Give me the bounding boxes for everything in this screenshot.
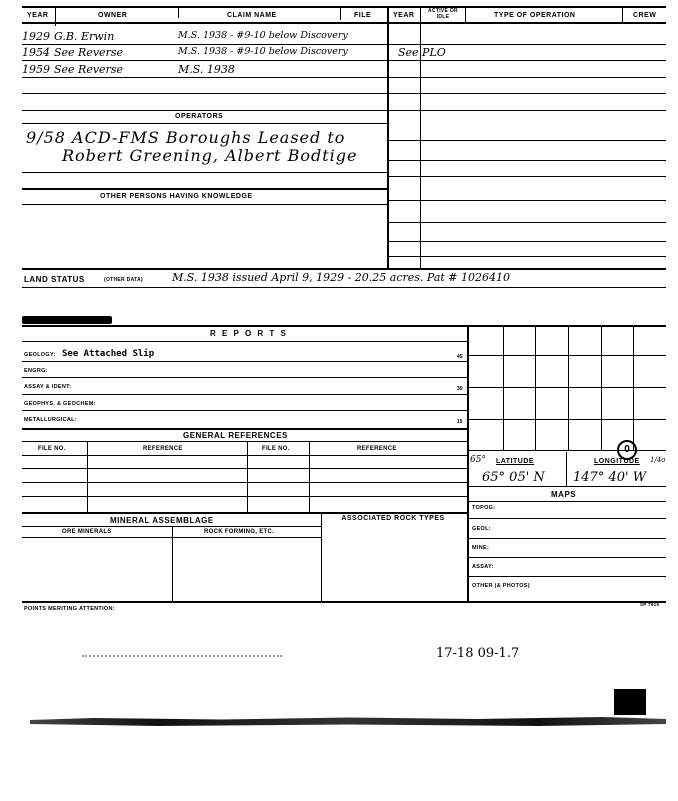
header-crew: CREW	[633, 12, 657, 19]
reports-title: R E P O R T S	[210, 329, 288, 338]
row3-claim: M.S. 1938	[178, 63, 235, 76]
reports-number-15: 15	[457, 419, 463, 425]
header-active-or-idle: ACTIVE OR IDLE	[428, 8, 458, 20]
latitude-value: 65° 05' N	[482, 470, 545, 485]
longitude-value: 147° 40' W	[573, 470, 647, 485]
gr-header-file-2: FILE NO.	[262, 446, 290, 452]
row1-owner: G.B. Erwin	[54, 30, 115, 43]
mineral-assemblage-title: MINERAL ASSEMBLAGE	[110, 516, 214, 525]
row3-owner: See Reverse	[54, 63, 123, 76]
metallurgical-label: METALLURGICAL:	[24, 417, 77, 423]
circle-mark-icon	[617, 440, 637, 460]
operators-line-2: Robert Greening, Albert Bodtige	[62, 146, 358, 165]
reports-number-30: 30	[457, 386, 463, 392]
land-status-sub: (OTHER DATA)	[104, 277, 143, 283]
row2-year: 1954	[22, 46, 50, 59]
faded-text-artifact	[82, 655, 282, 663]
general-references-title: GENERAL REFERENCES	[183, 431, 288, 440]
latitude-label: LATITUDE	[496, 458, 535, 465]
row2-owner: See Reverse	[54, 46, 123, 59]
row1-year: 1929	[22, 30, 50, 43]
row2-year-2: See PLO	[398, 46, 446, 59]
longitude-label: LONGITUDE	[594, 458, 640, 465]
handwritten-code: 17-18 09-1.7	[436, 646, 520, 661]
gr-header-ref-2: REFERENCE	[357, 446, 397, 452]
longitude-mark: 1/4o	[650, 456, 666, 464]
header-type-of-operation: TYPE OF OPERATION	[494, 12, 576, 19]
land-status-value: M.S. 1938 issued April 9, 1929 - 20.25 acres. Pat # 1026410	[172, 271, 510, 284]
row1-claim: M.S. 1938 - #9-10 below Discovery	[178, 30, 348, 41]
scan-smudge-band	[30, 716, 666, 726]
latitude-prefix: 65°	[470, 455, 486, 465]
header-year-2: YEAR	[393, 12, 415, 19]
others-title: OTHER PERSONS HAVING KNOWLEDGE	[100, 193, 253, 200]
associated-rock-types-header: ASSOCIATED ROCK TYPES	[341, 515, 445, 522]
row3-year: 1959	[22, 63, 50, 76]
maps-other: OTHER (& PHOTOS)	[472, 583, 530, 589]
black-square-marker	[614, 689, 646, 715]
header-year: YEAR	[27, 12, 49, 19]
operators-title: OPERATORS	[175, 113, 224, 120]
row2-claim: M.S. 1938 - #9-10 below Discovery	[178, 46, 348, 57]
header-claim-name: CLAIM NAME	[227, 12, 277, 19]
header-file: FILE	[354, 12, 372, 19]
geophys-label: GEOPHYS. & GEOCHEM:	[24, 401, 96, 407]
rock-forming-header: ROCK FORMING, ETC.	[204, 529, 275, 535]
points-meriting-attention-label: POINTS MERITING ATTENTION:	[24, 606, 115, 612]
assay-ident-label: ASSAY & IDENT:	[24, 384, 72, 390]
gr-header-ref-1: REFERENCE	[143, 446, 183, 452]
reports-number-45: 45	[457, 354, 463, 360]
land-status-label: LAND STATUS	[24, 275, 85, 284]
geology-value: See Attached Slip	[62, 349, 155, 359]
operators-line-1: 9/58 ACD-FMS Boroughs Leased to	[26, 128, 346, 147]
header-owner: OWNER	[98, 12, 128, 19]
maps-assay: ASSAY:	[472, 564, 494, 570]
maps-mine: MINE:	[472, 545, 490, 551]
ore-minerals-header: ORE MINERALS	[62, 529, 112, 535]
circle-mark-text: 0	[624, 444, 630, 455]
geology-label: GEOLOGY:	[24, 352, 56, 358]
engrg-label: ENGRG:	[24, 368, 48, 374]
gr-header-file-1: FILE NO.	[38, 446, 66, 452]
maps-geol: GEOL:	[472, 526, 491, 532]
maps-title: MAPS	[551, 490, 577, 499]
maps-topog: TOPOG:	[472, 505, 496, 511]
form-code: SP 7615	[640, 602, 660, 607]
